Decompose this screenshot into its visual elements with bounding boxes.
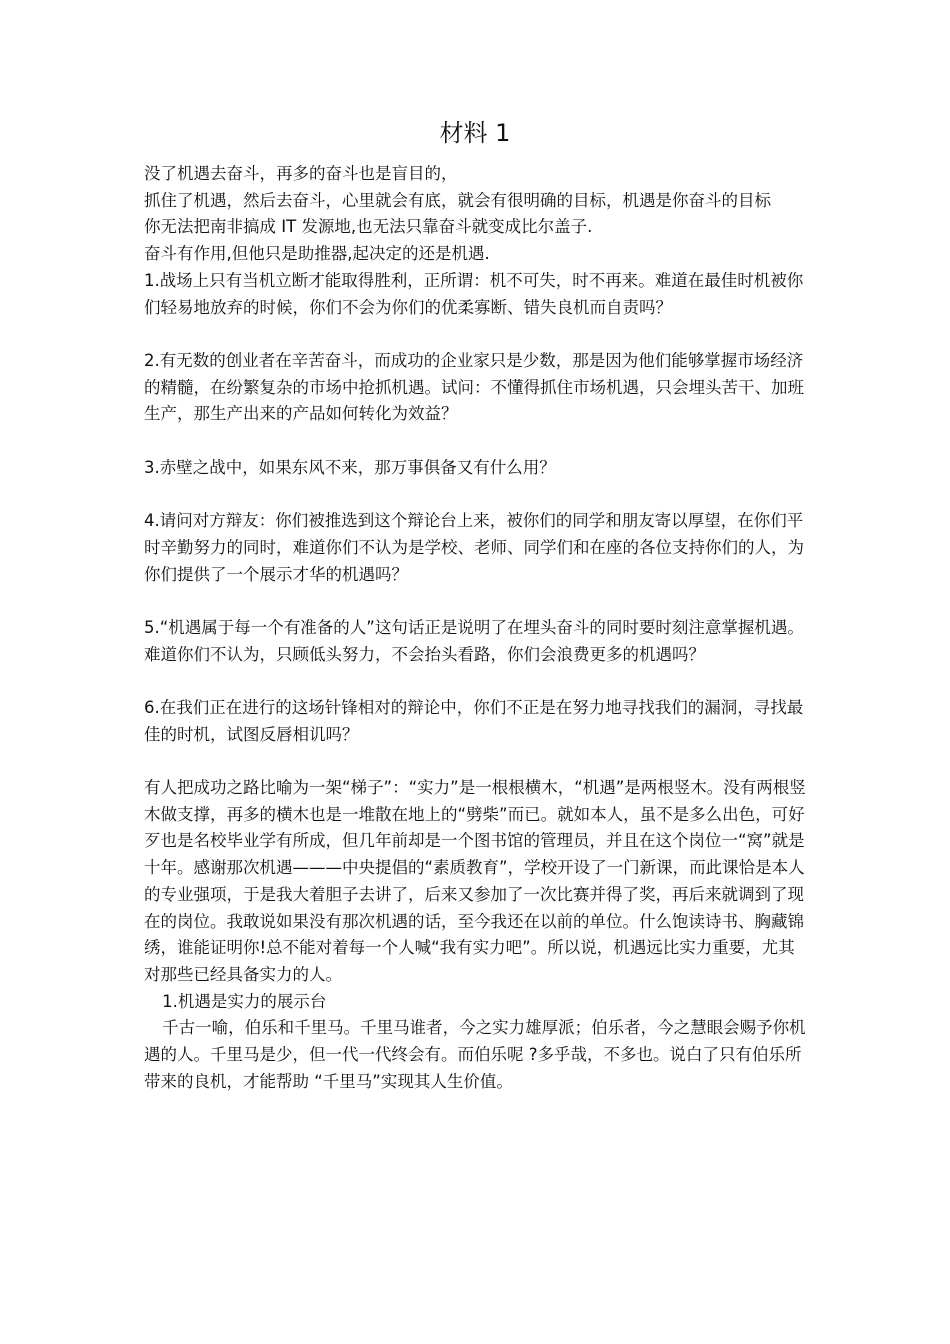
blank-line (144, 481, 808, 508)
question-3: 3.赤壁之战中，如果东风不来，那万事俱备又有什么用？ (144, 457, 556, 477)
subheading: 1.机遇是实力的展示台 (162, 991, 327, 1011)
question-5: 5.“机遇属于每一个有准备的人”这句话正是说明了在埋头奋斗的同时要时刻注意掌握机遇。难道你们不认为，只顾低头努力，不会抬头看路，你们会浪费更多的机遇吗？ (144, 617, 804, 664)
question-1: 1.战场上只有当机立断才能取得胜利，正所谓：机不可失，时不再来。难道在最佳时机被你们轻易地放弃的时候，你们不会为你们的优柔寡断、错失良机而自责吗？ (144, 270, 804, 317)
text-line: 抓住了机遇，然后去奋斗，心里就会有底，就会有很明确的目标，机遇是你奋斗的目标 (144, 190, 771, 210)
blank-line (144, 588, 808, 615)
paragraph-ladder: 有人把成功之路比喻为一架“梯子”：“实力”是一根根横木，“机遇”是两根竖木。没有两根竖木做支撑，再多的横木也是一堆散在地上的“劈柴”而已。就如本人，虽不是多么出色，可好歹也是名校毕业学有所成，但几年前却是一个图书馆的管理员，并且在这个岗位一“窝”就是十年。感谢那次机遇———中央提倡的“素质教育”，学校开设了一门新课，而此课恰是本人的专业强项，于是我大着胆子去讲了，后来又参加了一次比赛并得了奖，再后来就调到了现在的岗位。我敢说如果没有那次机遇的话，至今我还在以前的单位。什么饱读诗书、胸藏锦绣，谁能证明你!总不能对着每一个人喊“我有实力吧”。所以说，机遇远比实力重要，尤其对那些已经具备实力的人。 (144, 778, 806, 984)
document-body (144, 161, 808, 1096)
blank-line (144, 748, 808, 775)
question-4: 4.请问对方辩友：你们被推选到这个辩论台上来，被你们的同学和朋友寄以厚望，在你们平时辛勤努力的同时，难道你们不认为是学校、老师、同学们和在座的各位支持你们的人，为你们提供了一个展示才华的机遇吗？ (144, 511, 804, 584)
text-line: 奋斗有作用,但他只是助推器,起决定的还是机遇. (144, 244, 490, 264)
text-line: 你无法把南非搞成 IT 发源地,也无法只靠奋斗就变成比尔盖子. (144, 217, 593, 237)
paragraph-bole: 千古一喻，伯乐和千里马。千里马谁者，今之实力雄厚派；伯乐者，今之慧眼会赐予你机遇的人。千里马是少，但一代一代终会有。而伯乐呢 ?多乎哉，不多也。说白了只有伯乐所带来的良机，才能帮助 “千里马”实现其人生价值。 (144, 1018, 806, 1091)
document-title: 材料 1 (439, 119, 511, 147)
text-line: 没了机遇去奋斗，再多的奋斗也是盲目的， (144, 164, 458, 183)
blank-line (144, 428, 808, 455)
question-6: 6.在我们正在进行的这场针锋相对的辩论中，你们不正是在努力地寻找我们的漏洞，寻找最佳的时机，试图反唇相讥吗？ (144, 697, 804, 744)
question-2: 2.有无数的创业者在辛苦奋斗，而成功的企业家只是少数，那是因为他们能够掌握市场经济的精髓，在纷繁复杂的市场中抢抓机遇。试问：不懂得抓住市场机遇，只会埋头苦干、加班生产，那生产出来的产品如何转化为效益？ (144, 350, 804, 424)
blank-line (144, 321, 808, 348)
blank-line (144, 668, 808, 695)
